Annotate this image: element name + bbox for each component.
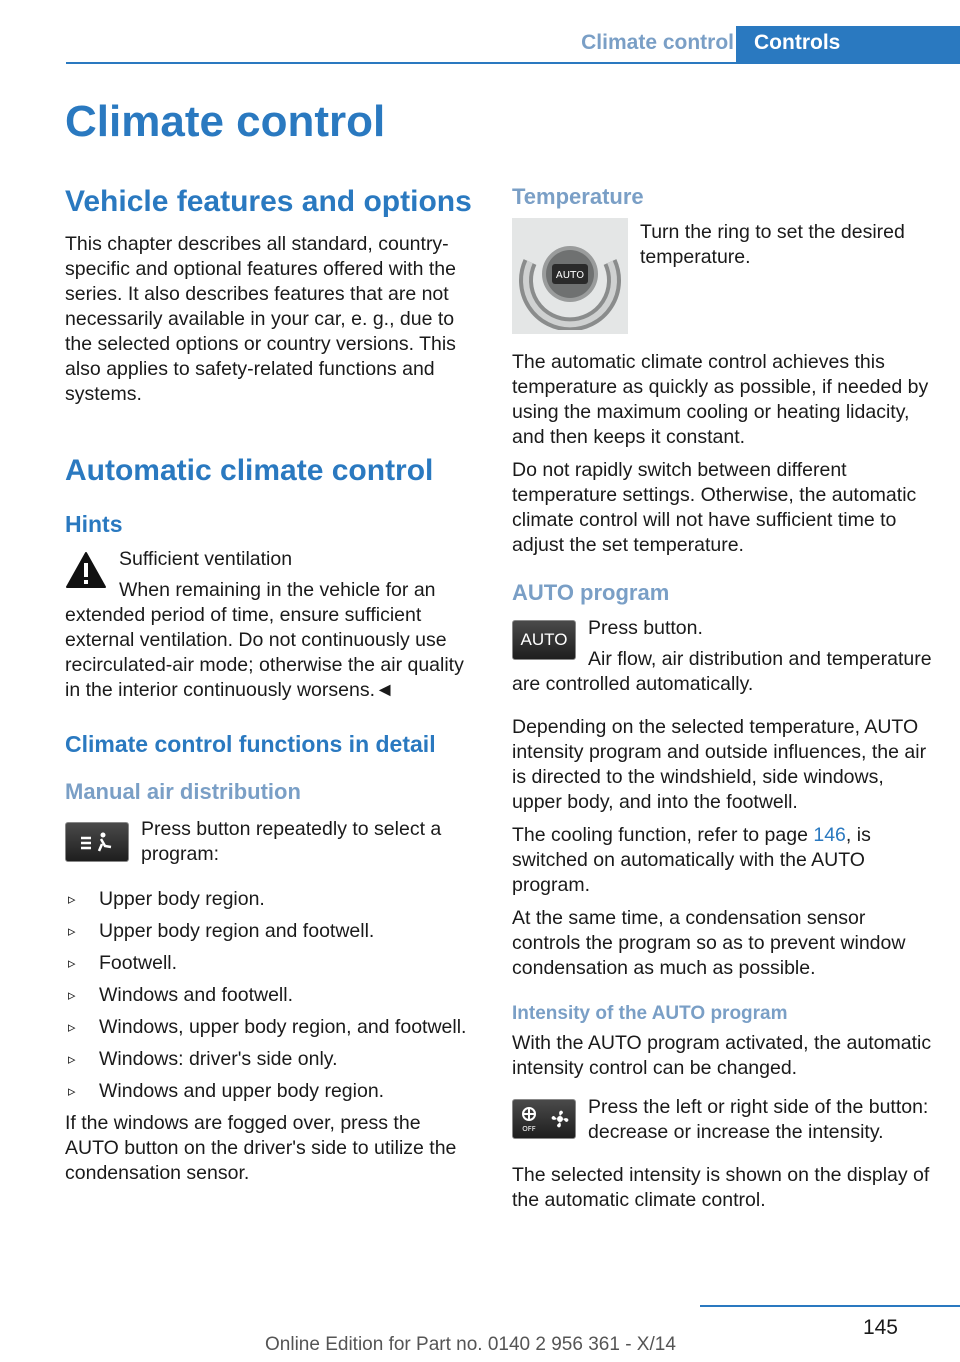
list-item: ▹ Upper body region.	[68, 888, 265, 910]
auto-side-text-2: Air flow, air distribution and temperature are controlled automatically.	[512, 648, 932, 695]
bullet-icon: ▹	[68, 1051, 76, 1068]
svg-text:OFF: OFF	[521, 1125, 536, 1133]
list-item: ▹ Windows, upper body region, and footwell.	[68, 1016, 467, 1038]
intensity-text-1: With the AUTO program activated, the automatic intensity control can be changed.	[512, 1032, 932, 1079]
auto-side-text-1: Press button.	[588, 617, 703, 639]
bullet-icon: ▹	[68, 923, 76, 940]
air-distribution-icon	[77, 830, 117, 854]
auto-text-3: At the same time, a condensation sensor controls the program so as to prevent window condensation as much as possible.	[512, 907, 906, 979]
hint-text: When remaining in the vehicle for an extended period of time, ensure sufficient external ventilation. Do not continuously use recirculated-air mode; otherwise the air quality in the interior continuously worsens.◄	[65, 579, 464, 701]
list-item: ▹ Windows and footwell.	[68, 984, 294, 1006]
auto-text-2: The cooling function, refer to page 146, is switched on automatically with the AUTO program.	[512, 824, 871, 896]
manual-air-distribution-heading: Manual air distribution	[65, 779, 301, 804]
knob-auto-label: AUTO	[555, 270, 585, 281]
intensity-side-text: Press the left or right side of the button: decrease or increase the intensity.	[588, 1096, 929, 1143]
left-column	[65, 182, 477, 1186]
list-item: ▹ Upper body region and footwell.	[68, 920, 375, 942]
header-section-label: Climate control	[581, 31, 734, 54]
temperature-side-text: Turn the ring to set the desired temperature.	[640, 221, 905, 268]
page-title: Climate control	[65, 97, 386, 146]
intensity-text-2: The selected intensity is shown on the display of the automatic climate control.	[512, 1164, 930, 1211]
bullet-icon: ▹	[68, 1019, 76, 1036]
temperature-block	[512, 216, 932, 334]
vehicle-features-text: This chapter describes all standard, country-specific and optional features offered with the series. It also describes features that are not necessarily available in your car, e. g., due to the selected options or country versions. This also applies to safety-related functions and systems.	[65, 233, 456, 405]
air-program-list	[65, 887, 477, 1104]
bullet-icon: ▹	[68, 955, 76, 972]
intensity-button-image	[512, 1099, 576, 1139]
footer-rule	[700, 1305, 960, 1307]
temperature-text-2: Do not rapidly switch between different temperature settings. Otherwise, the automatic climate control will not have sufficient time to adjust the set temperature.	[512, 459, 917, 556]
auto-button-image: AUTO	[512, 620, 576, 660]
temperature-heading: Temperature	[512, 184, 644, 209]
list-item: ▹ Footwell.	[68, 952, 178, 974]
bullet-icon: ▹	[68, 987, 76, 1004]
air-distribution-block	[65, 817, 477, 867]
fan-icon	[549, 1108, 571, 1130]
climate-functions-heading: Climate control functions in detail	[65, 731, 436, 757]
list-item: ▹ Windows: driver's side only.	[68, 1048, 338, 1070]
air-distribution-button-image	[65, 822, 129, 862]
vehicle-features-heading: Vehicle features and options	[65, 185, 472, 218]
temperature-text-1: The automatic climate control achieves this temperature as quickly as possible, if needed by using the maximum cooling or heating lidacity, and then keeps it constant.	[512, 351, 929, 448]
fan-off-icon	[518, 1105, 540, 1133]
page-number: 145	[862, 1316, 898, 1339]
warning-hint	[65, 547, 477, 703]
manual-air-distribution-text: Press button repeatedly to select a program:	[141, 818, 442, 865]
bullet-icon: ▹	[68, 891, 76, 908]
auto-text-1: Depending on the selected temperature, AUTO intensity program and outside influences, the air is directed to the windshield, side windows, upper body, and into the footwell.	[512, 716, 927, 813]
auto-program-heading: AUTO program	[512, 580, 670, 605]
edition-footer: Online Edition for Part no. 0140 2 956 361 - X/14	[265, 1334, 676, 1355]
automatic-climate-heading: Automatic climate control	[65, 454, 434, 487]
bullet-icon: ▹	[68, 1083, 76, 1100]
auto-program-block	[512, 616, 932, 697]
temperature-ring-icon	[516, 222, 624, 330]
fogged-windows-text: If the windows are fogged over, press the AUTO button on the driver's side to utilize the condensation sensor.	[65, 1112, 457, 1184]
temperature-knob-image	[512, 218, 628, 334]
header-rule	[66, 62, 960, 64]
page-146-link[interactable]: 146	[813, 824, 846, 846]
header-chapter-tab: Controls	[736, 26, 960, 62]
intensity-block	[512, 1095, 932, 1145]
intensity-heading: Intensity of the AUTO program	[512, 1003, 788, 1024]
hint-title: Sufficient ventilation	[119, 548, 293, 570]
warning-triangle-icon	[65, 551, 107, 589]
right-column	[512, 182, 932, 1213]
list-item: ▹ Windows and upper body region.	[68, 1080, 385, 1102]
hints-heading: Hints	[65, 511, 123, 537]
